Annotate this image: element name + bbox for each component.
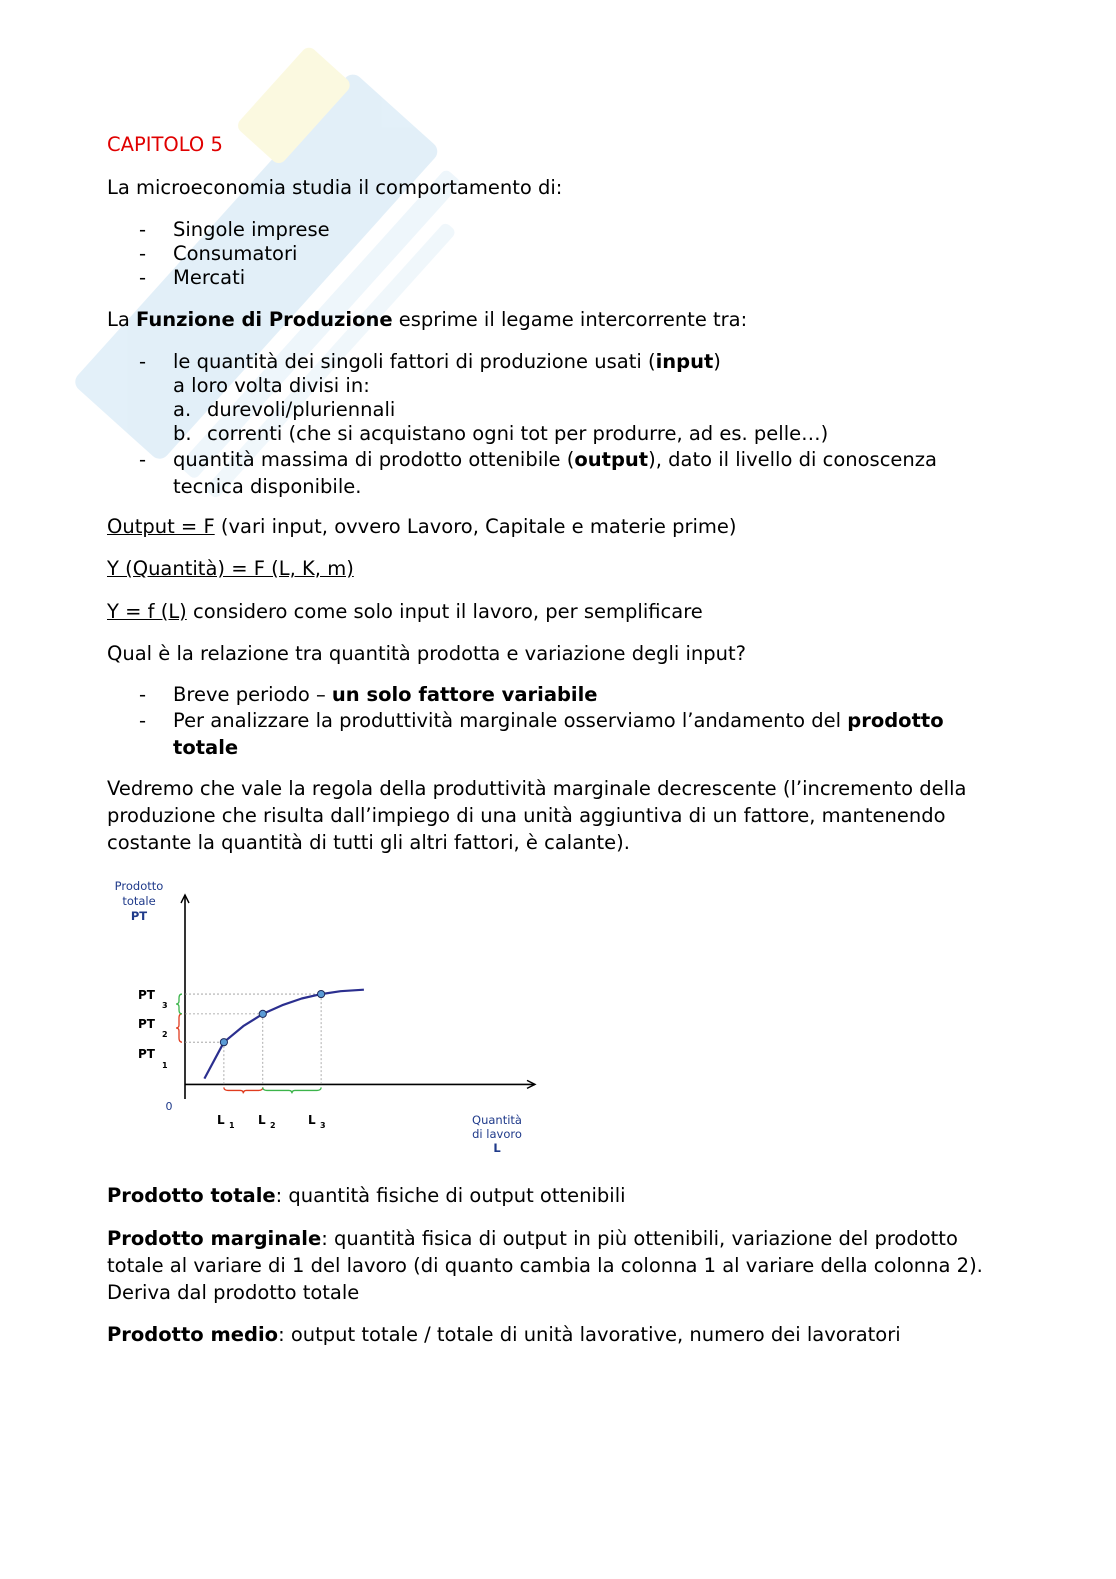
svg-text:2: 2 <box>270 1121 276 1130</box>
definition-total-product: Prodotto totale: quantità fisiche di output ottenibili <box>107 1184 626 1207</box>
definition-marginal-product: Prodotto marginale: quantità fisica di output in più ottenibili, variazione del prodotto totale al variare di 1 del lavoro (di quanto cambia la colonna 1 al variare della colonna 2). Deriva dal prodotto totale <box>107 1227 983 1304</box>
svg-text:1: 1 <box>162 1061 168 1070</box>
sub-item-a: a. durevoli/pluriennali <box>173 398 396 421</box>
svg-text:PT: PT <box>138 1047 155 1061</box>
x-tick-label-l1 <box>217 1113 235 1130</box>
list-item: - quantità massima di prodotto ottenibile (output), dato il livello di conoscenza tecnica disponibile. <box>107 446 1007 500</box>
list-item: - Per analizzare la produttività marginale osserviamo l’andamento del prodotto totale <box>107 707 1007 761</box>
total-product-chart <box>105 870 545 1160</box>
y-tick-label-pt1 <box>138 1047 168 1070</box>
data-point-l1 <box>220 1039 227 1046</box>
data-point-l3 <box>318 990 325 997</box>
equation-labor: Y = f (L) considero come solo input il lavoro, per semplificare <box>107 600 703 623</box>
svg-text:PT: PT <box>138 1017 155 1031</box>
y-axis-label-line: Prodotto <box>114 879 164 893</box>
list-item: - Breve periodo – un solo fattore variabile <box>107 683 1007 707</box>
origin-label: 0 <box>165 1100 173 1113</box>
y-tick-label-pt2 <box>138 1017 168 1039</box>
definition-average-product: Prodotto medio: output totale / totale di unità lavorative, numero dei lavoratori <box>107 1323 901 1346</box>
factors-list <box>107 350 1007 500</box>
list-item: - Mercati <box>107 266 1007 290</box>
brace-delta-pt-1 <box>176 1014 182 1042</box>
brace-delta-l-1 <box>224 1087 263 1093</box>
y-axis-label-line: totale <box>122 894 156 908</box>
list-item: - Singole imprese <box>107 218 1007 242</box>
svg-text:3: 3 <box>162 1001 168 1010</box>
x-axis-label-line: L <box>493 1141 501 1155</box>
y-axis-label-line: PT <box>130 909 148 923</box>
svg-text:L: L <box>258 1113 266 1127</box>
svg-text:3: 3 <box>320 1121 326 1130</box>
total-product-curve <box>204 990 364 1079</box>
micro-list <box>107 218 1007 290</box>
x-tick-label-l2 <box>258 1113 276 1130</box>
x-axis-label-line: di lavoro <box>472 1127 522 1141</box>
y-tick-label-pt3 <box>138 988 168 1010</box>
x-tick-label-l3 <box>308 1113 326 1130</box>
production-function-paragraph: La Funzione di Produzione esprime il legame intercorrente tra: <box>107 308 748 331</box>
rule-paragraph: Vedremo che vale la regola della produttività marginale decrescente (l’incremento della produzione che risulta dall’impiego di una unità aggiuntiva di un fattore, mantenendo costante la quantità di tutti gli altri fattori, è calante). <box>107 777 967 854</box>
list-item: - le quantità dei singoli fattori di produzione usati (input) a loro volta divisi in: a. durevoli/pluriennali b. correnti (che si acquistano ogni tot per produrre, ad es. pelle…) <box>107 350 1007 446</box>
svg-text:L: L <box>308 1113 316 1127</box>
brace-delta-l-2 <box>263 1087 321 1093</box>
chapter-title: CAPITOLO 5 <box>107 133 223 156</box>
question-paragraph: Qual è la relazione tra quantità prodotta e variazione degli input? <box>107 642 746 665</box>
svg-text:L: L <box>217 1113 225 1127</box>
production-function-term: Funzione di Produzione <box>136 308 393 331</box>
list-item: - Consumatori <box>107 242 1007 266</box>
sub-item-b: b. correnti (che si acquistano ogni tot per produrre, ad es. pelle…) <box>173 422 829 445</box>
svg-text:1: 1 <box>229 1121 235 1130</box>
period-list <box>107 683 1007 761</box>
equation-quantity: Y (Quantità) = F (L, K, m) <box>107 557 354 580</box>
x-axis-label-line: Quantità <box>472 1113 522 1127</box>
intro-paragraph: La microeconomia studia il comportamento di: <box>107 176 563 199</box>
brace-delta-pt-2 <box>176 994 182 1014</box>
svg-text:2: 2 <box>162 1030 168 1039</box>
data-point-l2 <box>259 1010 266 1017</box>
equation-output: Output = F (vari input, ovvero Lavoro, Capitale e materie prime) <box>107 515 737 538</box>
svg-text:PT: PT <box>138 988 155 1002</box>
